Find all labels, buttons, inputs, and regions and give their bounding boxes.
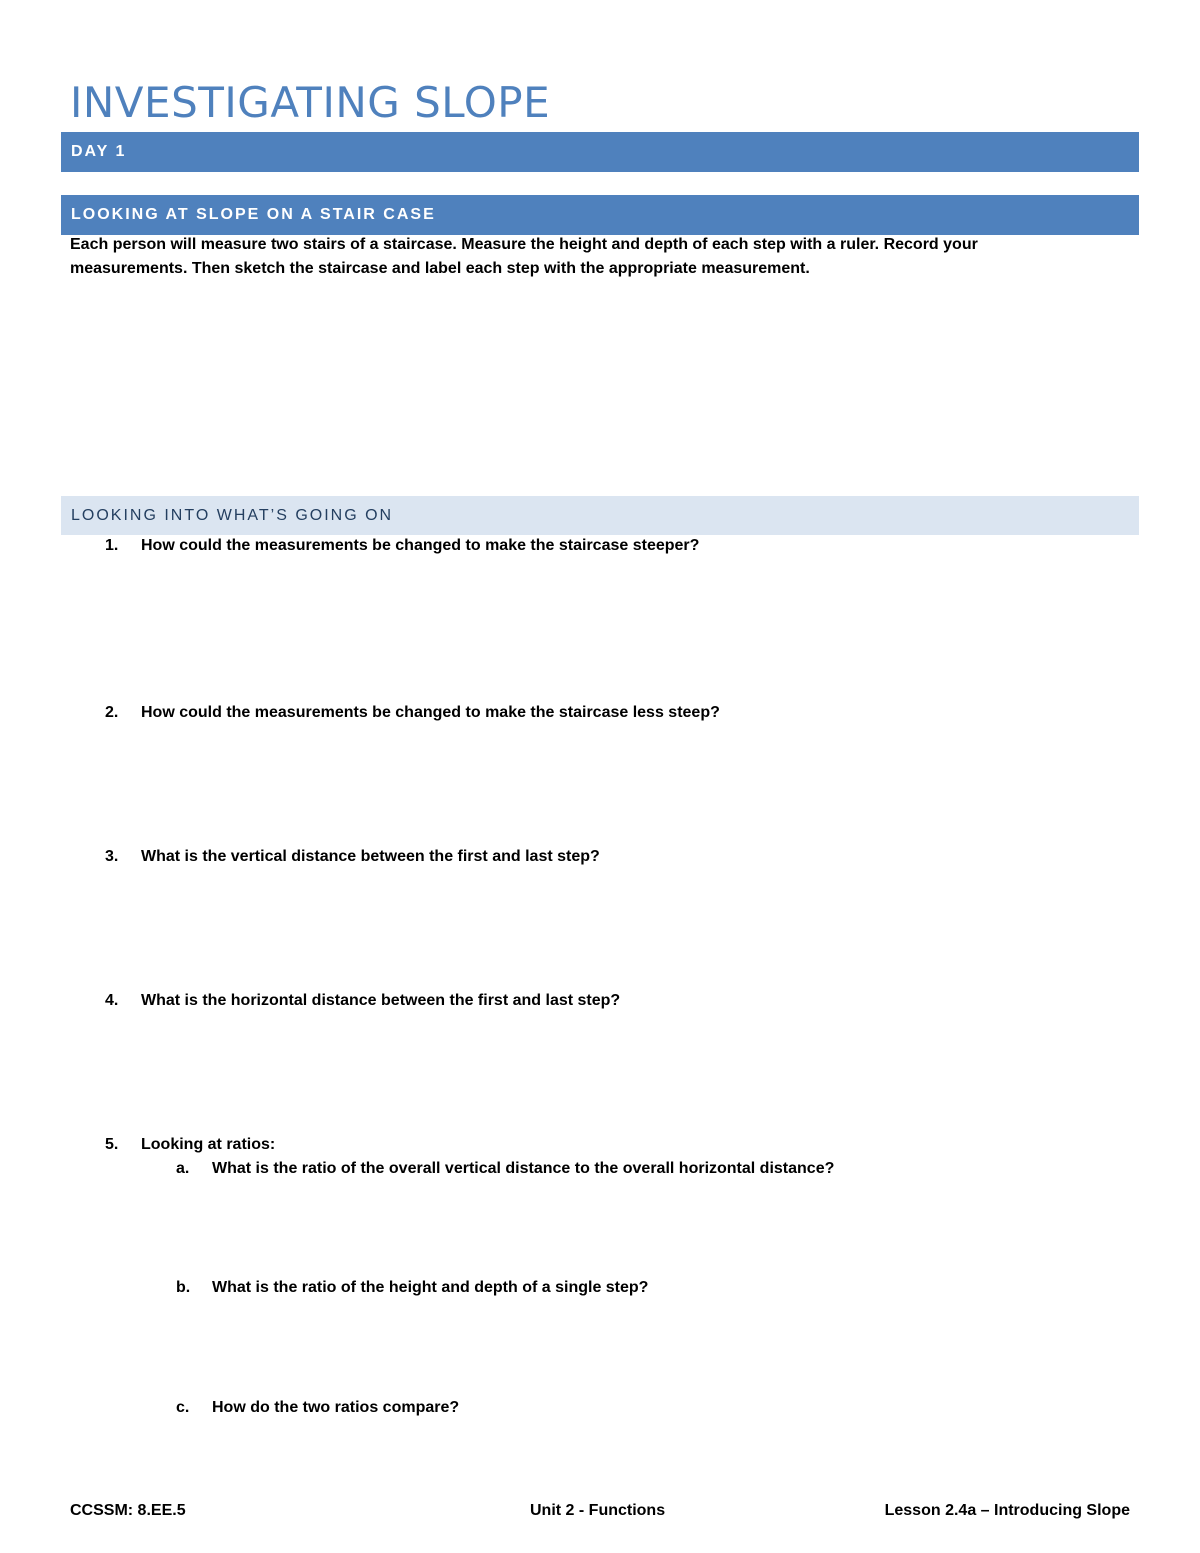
section-stair-case-heading: LOOKING AT SLOPE ON A STAIR CASE [71, 206, 436, 223]
subquestion-letter: c. [176, 1399, 190, 1416]
question-number: 1. [105, 537, 119, 554]
question-number: 4. [105, 992, 119, 1009]
question-text: How could the measurements be changed to make the staircase less steep? [141, 704, 720, 721]
question-text: What is the horizontal distance between the first and last step? [141, 992, 621, 1009]
subquestion-text: How do the two ratios compare? [212, 1399, 460, 1416]
subquestion-text: What is the ratio of the height and depth of a single step? [212, 1279, 649, 1296]
subquestion-text: What is the ratio of the overall vertical distance to the overall horizontal distance? [212, 1160, 835, 1177]
question-text: What is the vertical distance between the first and last step? [141, 848, 600, 865]
section-whats-going-on-heading: LOOKING INTO WHAT’S GOING ON [71, 506, 394, 524]
section-whats-going-on-header [61, 496, 1139, 535]
footer-lesson: Lesson 2.4a – Introducing Slope [884, 1502, 1130, 1519]
footer-standard: CCSSM: 8.EE.5 [70, 1502, 186, 1519]
instructions-text: Each person will measure two stairs of a staircase. Measure the height and depth of each step with a ruler. Record your measurements. Then sketch the staircase and label each step with the appropriate measurement. [70, 236, 978, 277]
section-stair-case-header [61, 195, 1139, 235]
question-number: 3. [105, 848, 119, 865]
day-banner [61, 132, 1139, 172]
subquestion-letter: b. [176, 1279, 191, 1296]
subquestion-letter: a. [176, 1160, 190, 1177]
question-text: Looking at ratios: [141, 1136, 276, 1153]
page-title: INVESTIGATING SLOPE [70, 78, 551, 127]
day-banner-label: DAY 1 [71, 143, 127, 160]
footer-unit: Unit 2 - Functions [530, 1502, 666, 1519]
question-number: 5. [105, 1136, 119, 1153]
question-text: How could the measurements be changed to make the staircase steeper? [141, 537, 700, 554]
question-number: 2. [105, 704, 119, 721]
